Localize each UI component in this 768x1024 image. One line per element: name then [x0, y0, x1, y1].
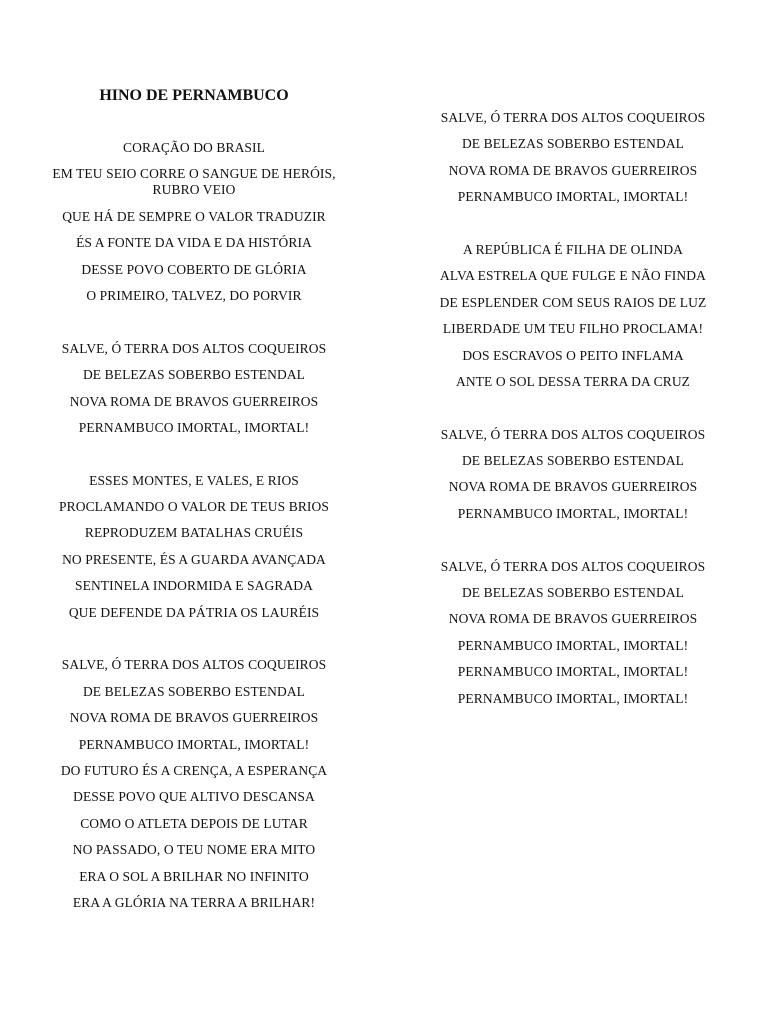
lyric-line: SALVE, Ó TERRA DOS ALTOS COQUEIROS: [440, 426, 706, 442]
document-title: HINO DE PERNAMBUCO: [99, 87, 289, 104]
lyric-line: A REPÚBLICA É FILHA DE OLINDA: [462, 241, 684, 257]
lyric-line: PERNAMBUCO IMORTAL, IMORTAL!: [457, 505, 689, 521]
lyric-line: PERNAMBUCO IMORTAL, IMORTAL!: [457, 664, 689, 680]
lyric-line: PERNAMBUCO IMORTAL, IMORTAL!: [78, 736, 310, 752]
lyric-line: ERA O SOL A BRILHAR NO INFINITO: [79, 868, 309, 884]
lyric-line: NOVA ROMA DE BRAVOS GUERREIROS: [448, 162, 698, 178]
lyric-line: NOVA ROMA DE BRAVOS GUERREIROS: [448, 479, 698, 495]
lyric-line: SALVE, Ó TERRA DOS ALTOS COQUEIROS: [61, 340, 327, 356]
stanza: [420, 559, 726, 707]
lyric-line: SALVE, Ó TERRA DOS ALTOS COQUEIROS: [440, 558, 706, 574]
lyric-line: REPRODUZEM BATALHAS CRUÉIS: [84, 525, 304, 541]
right-column: [420, 110, 726, 717]
stanza: [420, 242, 726, 390]
stanza: [38, 140, 350, 304]
lyric-line: EM TEU SEIO CORRE O SANGUE DE HERÓIS, RUBRO VEIO: [52, 166, 336, 198]
lyric-line: DOS ESCRAVOS O PEITO INFLAMA: [462, 347, 684, 363]
lyric-line: DESSE POVO QUE ALTIVO DESCANSA: [73, 789, 315, 805]
lyric-line: NO PRESENTE, ÉS A GUARDA AVANÇADA: [62, 551, 326, 567]
left-stanzas: [38, 140, 350, 911]
lyric-line: DE ESPLENDER COM SEUS RAIOS DE LUZ: [439, 294, 707, 310]
stanza-gap: [420, 532, 726, 558]
stanza: [38, 473, 350, 621]
lyric-line: COMO O ATLETA DEPOIS DE LUTAR: [80, 815, 308, 831]
lyric-line: PROCLAMANDO O VALOR DE TEUS BRIOS: [59, 499, 329, 515]
lyric-line: DE BELEZAS SOBERBO ESTENDAL: [461, 585, 685, 601]
left-column: [38, 86, 350, 921]
lyric-line: PERNAMBUCO IMORTAL, IMORTAL!: [457, 189, 689, 205]
stanza: [420, 110, 726, 205]
lyric-line: DE BELEZAS SOBERBO ESTENDAL: [461, 136, 685, 152]
lyric-line: NOVA ROMA DE BRAVOS GUERREIROS: [69, 393, 319, 409]
lyric-line: SENTINELA INDORMIDA E SAGRADA: [74, 578, 314, 594]
lyric-line: ERA A GLÓRIA NA TERRA A BRILHAR!: [72, 894, 316, 910]
lyric-line: DESSE POVO COBERTO DE GLÓRIA: [81, 261, 307, 277]
lyric-line: O PRIMEIRO, TALVEZ, DO PORVIR: [86, 287, 302, 303]
lyric-line: SALVE, Ó TERRA DOS ALTOS COQUEIROS: [61, 657, 327, 673]
lyric-line: DE BELEZAS SOBERBO ESTENDAL: [82, 683, 306, 699]
lyric-line: CORAÇÃO DO BRASIL: [123, 140, 265, 155]
lyric-line: LIBERDADE UM TEU FILHO PROCLAMA!: [442, 321, 704, 337]
lyric-line: QUE DEFENDE DA PÁTRIA OS LAURÉIS: [68, 604, 320, 620]
lyric-line: DE BELEZAS SOBERBO ESTENDAL: [461, 453, 685, 469]
stanza-gap: [420, 400, 726, 426]
lyric-line: NOVA ROMA DE BRAVOS GUERREIROS: [69, 710, 319, 726]
right-stanzas: [420, 110, 726, 707]
stanza: [38, 657, 350, 911]
lyric-line: PERNAMBUCO IMORTAL, IMORTAL!: [457, 637, 689, 653]
lyric-line: SALVE, Ó TERRA DOS ALTOS COQUEIROS: [440, 110, 706, 125]
stanza-gap: [38, 314, 350, 340]
lyric-line: PERNAMBUCO IMORTAL, IMORTAL!: [457, 690, 689, 706]
lyric-line: DO FUTURO ÉS A CRENÇA, A ESPERANÇA: [60, 762, 328, 778]
lyric-line: ANTE O SOL DESSA TERRA DA CRUZ: [455, 373, 691, 389]
lyric-line: DE BELEZAS SOBERBO ESTENDAL: [82, 367, 306, 383]
stanza-gap: [38, 631, 350, 657]
stanza-gap: [38, 446, 350, 472]
lyric-line: PERNAMBUCO IMORTAL, IMORTAL!: [78, 419, 310, 435]
lyric-line: ALVA ESTRELA QUE FULGE E NÃO FINDA: [440, 268, 706, 284]
lyric-line: ÉS A FONTE DA VIDA E DA HISTÓRIA: [76, 235, 312, 251]
lyric-line: NO PASSADO, O TEU NOME ERA MITO: [72, 842, 316, 858]
lyric-line: ESSES MONTES, E VALES, E RIOS: [89, 472, 299, 488]
lyric-line: QUE HÁ DE SEMPRE O VALOR TRADUZIR: [62, 208, 326, 224]
stanza: [38, 341, 350, 436]
stanza-gap: [420, 216, 726, 242]
stanza: [420, 427, 726, 522]
lyric-line: NOVA ROMA DE BRAVOS GUERREIROS: [448, 611, 698, 627]
